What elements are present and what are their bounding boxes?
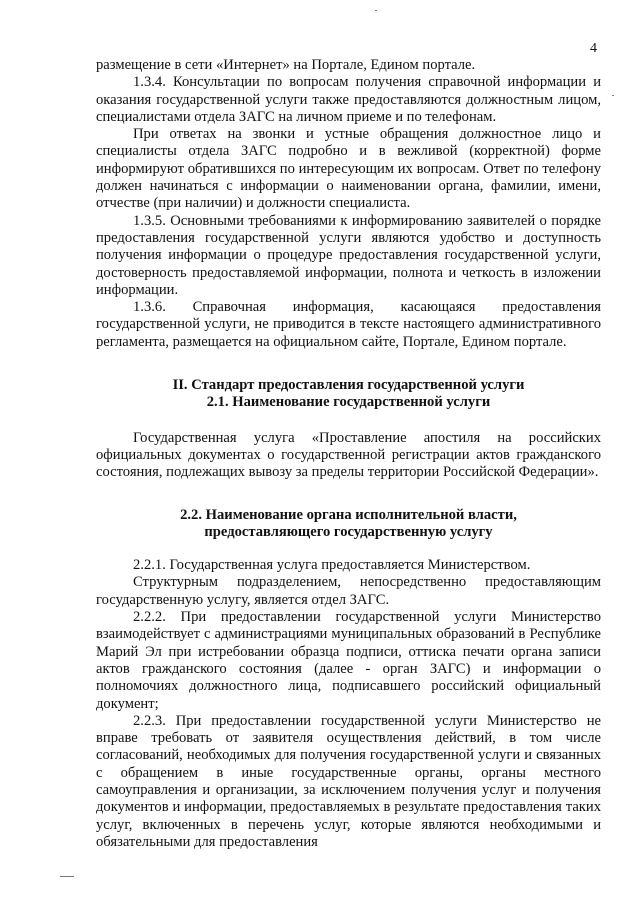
- paragraph-2-2-1: 2.2.1. Государственная услуга предоставляется Министерством.: [133, 557, 531, 574]
- paragraph-1-3-4: 1.3.4. Консультации по вопросам получения справочной информации и оказания государственной услуги также предоставляются должностным лицом, специалистами отдела ЗАГС на личном приеме и по телефонам.: [96, 74, 601, 125]
- section-heading: II. Стандарт предоставления государственной услуги: [172, 377, 525, 394]
- subsection-heading-2-2-line1: 2.2. Наименование органа исполнительной власти,: [180, 506, 517, 523]
- paragraph-2-2-2: 2.2.2. При предоставлении государственной услуги Министерство взаимодействует с администрациями муниципальных образований в Республике Марий Эл при истребовании образца подписи, оттиска печати органа записи актов гражданского состояния (далее - орган ЗАГС) и информации о полномочиях должностного лица, подписавшего российский официальный документ;: [96, 609, 601, 712]
- page-number: 4: [590, 41, 597, 56]
- paragraph-1-3-6: 1.3.6. Справочная информация, касающаяся предоставления государственной услуги, не приводится в тексте настоящего административного регламента, размещается на официальном сайте, Портале, Едином портале.: [96, 299, 601, 350]
- paragraph-1-3-5: 1.3.5. Основными требованиями к информированию заявителей о порядке предоставления государственной услуги являются удобство и доступность получения информации о процедуре предоставления государственной услуги, достоверность предоставляемой информации, полнота и четкость в изложении информации.: [96, 212, 601, 298]
- subsection-heading-2-1: 2.1. Наименование государственной услуги: [206, 394, 491, 411]
- paragraph-structural-unit: Структурным подразделением, непосредственно предоставляющим государственную услугу, является отдел ЗАГС.: [96, 574, 601, 608]
- paragraph-continuation: размещение в сети «Интернет» на Портале, Едином портале.: [96, 57, 476, 73]
- paragraph-2-2-3: 2.2.3. При предоставлении государственной услуги Министерство не вправе требовать от заявителя осуществления действий, в том числе согласований, необходимых для получения государственной услуги и связанных с обращением в иные государственные органы, органы местного самоуправления и организации, за исключением получения услуг и получения документов и информации, предоставляемых в результате предоставления таких услуг, включенных в перечень услуг, которые являются необходимыми и обязательными для предоставления: [96, 712, 601, 850]
- scan-speck: [612, 95, 614, 96]
- document-body: [96, 57, 601, 851]
- paragraph-service-name: Государственная услуга «Проставление апостиля на российских официальных документах о государственной регистрации актов гражданского состояния, подлежащих вывозу за пределы территории Российской Федерации».: [96, 429, 601, 481]
- scan-speck: [60, 876, 74, 877]
- subsection-heading-2-2-line2: предоставляющего государственную услугу: [204, 523, 493, 540]
- scan-speck: [375, 10, 377, 11]
- paragraph-phone-answers: При ответах на звонки и устные обращения должностное лицо и специалисты отдела ЗАГС подробно и в вежливой (корректной) форме информируют обратившихся по интересующим их вопросам. Ответ по телефону должен начинаться с информации о наименовании органа, фамилии, имени, отчестве (при наличии) и должности специалиста.: [96, 126, 601, 212]
